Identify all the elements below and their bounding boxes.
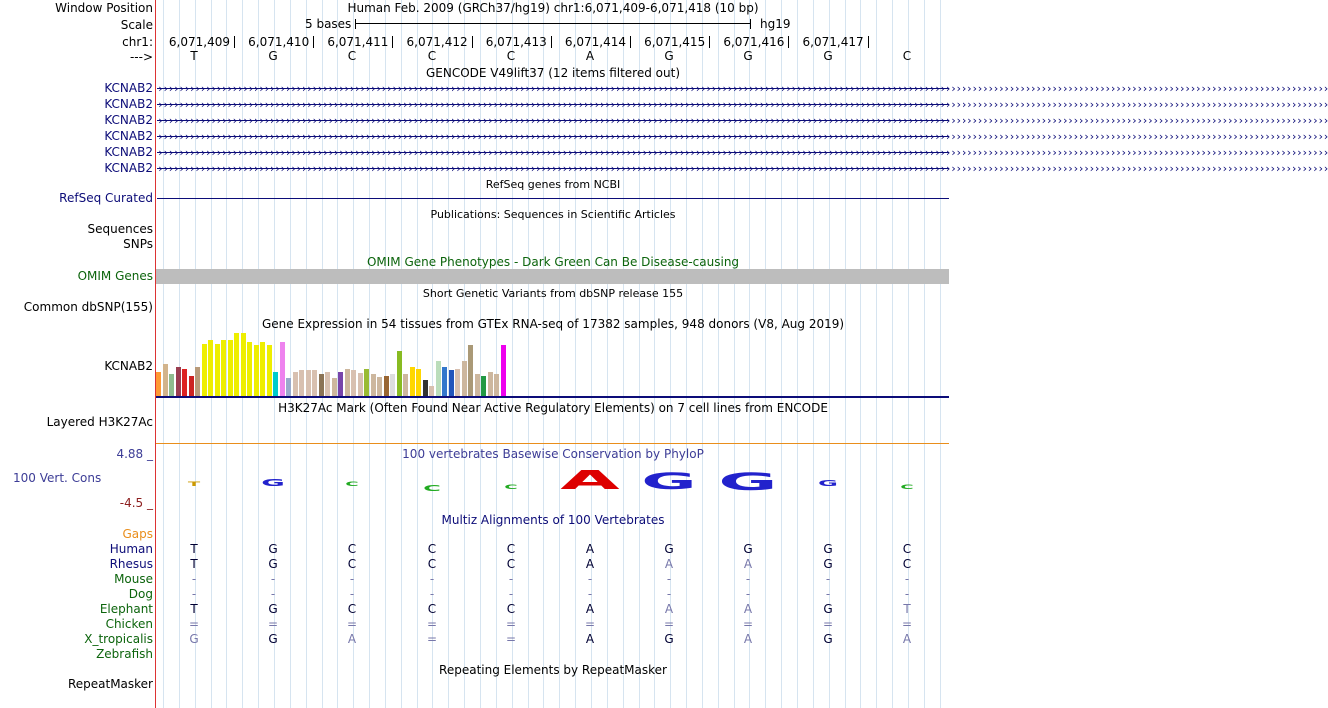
multiz-species-label[interactable]: Rhesus [109, 557, 153, 571]
alignment-base: = [188, 617, 200, 631]
alignment-base: A [585, 557, 595, 571]
gtex-bar-chart[interactable] [156, 332, 556, 396]
gtex-tissue-bar[interactable] [501, 345, 506, 396]
gtex-tissue-bar[interactable] [351, 370, 356, 396]
gtex-tissue-bar[interactable] [423, 380, 428, 396]
alignment-base: - [349, 572, 355, 586]
gencode-gene-label[interactable]: KCNAB2 [104, 113, 153, 127]
alignment-base: - [270, 572, 276, 586]
dbsnp-label[interactable]: Common dbSNP(155) [23, 300, 153, 314]
coord-tick [630, 36, 631, 48]
coord-tick-label: 6,071,411 [327, 35, 389, 49]
reference-base: T [190, 49, 198, 63]
alignment-base: = [663, 617, 675, 631]
coord-tick-label: 6,071,414 [564, 35, 626, 49]
phylop-logo-letter: G [817, 479, 838, 488]
coord-tick [868, 36, 869, 48]
reference-base: G [268, 49, 278, 63]
gtex-tissue-bar[interactable] [390, 374, 395, 396]
gencode-gene-line[interactable] [157, 130, 1328, 143]
alignment-base: G [268, 557, 278, 571]
phylop-logo-letter: G [718, 468, 778, 496]
gtex-tissue-bar[interactable] [358, 373, 363, 396]
alignment-base: - [825, 587, 831, 601]
publications-label[interactable]: Sequences [87, 222, 153, 236]
alignment-base: = [742, 617, 754, 631]
gencode-gene-line[interactable] [157, 82, 1328, 95]
phylop-logo-letter: T [187, 481, 201, 488]
alignment-base: G [268, 542, 278, 556]
omim-track-title[interactable]: OMIM Gene Phenotypes - Dark Green Can Be Disease-causing [366, 255, 740, 269]
refseq-track-title[interactable]: RefSeq genes from NCBI [485, 178, 621, 191]
coord-tick [234, 36, 235, 48]
gtex-tissue-bar[interactable] [416, 369, 421, 396]
gencode-gene-line[interactable] [157, 98, 1328, 111]
multiz-species-label[interactable]: Zebrafish [96, 647, 153, 661]
gtex-tissue-bar[interactable] [208, 340, 213, 396]
phylop-logo-column[interactable] [641, 469, 697, 506]
gtex-tissue-bar[interactable] [254, 345, 259, 396]
alignment-base: = [267, 617, 279, 631]
coord-tick [551, 36, 552, 48]
phylop-logo-column[interactable] [174, 470, 214, 506]
strand-arrows: ›››››››››››››››››››››››››››››››››››››››››››››››››››››››››››››››››››››››››››››››››››››››››››››››››››››››››››››››››››››››››››››››››››››››››››››››››››››››››››››››››››››››››››››››››››››››››››››››››››››››››››››››››››››››››››› [157, 82, 1328, 95]
coord-tick-label: 6,071,412 [406, 35, 468, 49]
multiz-track-title[interactable]: Multiz Alignments of 100 Vertebrates [441, 513, 665, 527]
reference-base: A [585, 49, 595, 63]
gtex-tissue-bar[interactable] [299, 370, 304, 396]
scale-bar-text: 5 bases [305, 17, 352, 31]
gtex-tissue-bar[interactable] [442, 367, 447, 396]
alignment-base: G [268, 632, 278, 646]
coord-tick [313, 36, 314, 48]
gtex-tissue-bar[interactable] [195, 367, 200, 396]
alignment-base: = [346, 617, 358, 631]
alignment-base: C [902, 542, 912, 556]
coord-tick [392, 36, 393, 48]
alignment-base: C [506, 542, 516, 556]
gtex-tissue-bar[interactable] [377, 377, 382, 396]
alignment-base: = [505, 632, 517, 646]
alignment-base: G [664, 542, 674, 556]
alignment-base: - [587, 572, 593, 586]
phylop-logo-letter: C [422, 484, 441, 493]
multiz-species-label[interactable]: Chicken [105, 617, 153, 631]
phylop-logo-column[interactable] [718, 468, 778, 506]
gtex-tissue-bar[interactable] [384, 376, 389, 396]
coord-tick-label: 6,071,413 [485, 35, 547, 49]
phylop-logo-column[interactable] [560, 466, 620, 506]
phylop-track-title[interactable]: 100 vertebrates Basewise Conservation by PhyloP [402, 447, 704, 461]
gtex-tissue-bar[interactable] [234, 333, 239, 396]
alignment-base: A [743, 557, 753, 571]
gencode-gene-label[interactable]: KCNAB2 [104, 161, 153, 175]
gtex-tissue-bar[interactable] [280, 342, 285, 396]
reference-base: C [427, 49, 437, 63]
strand-arrows: ›››››››››››››››››››››››››››››››››››››››››››››››››››››››››››››››››››››››››››››››››››››››››››››››››››››››››››››››››››››››››››››››››››››››››››››››››››››››››››››››››››››››››››››››››››››››››››››››››››››››››››››››››››››››››››› [157, 146, 1328, 159]
alignment-base: = [822, 617, 834, 631]
gencode-gene-label[interactable]: KCNAB2 [104, 129, 153, 143]
gtex-tissue-bar[interactable] [312, 370, 317, 396]
alignment-base: - [666, 587, 672, 601]
alignment-base: - [508, 572, 514, 586]
repeatmasker-label[interactable]: RepeatMasker [67, 677, 153, 691]
gtex-tissue-bar[interactable] [371, 374, 376, 396]
phylop-logo-column[interactable] [253, 470, 293, 506]
alignment-base: G [823, 542, 833, 556]
alignment-base: T [903, 602, 911, 616]
gtex-tissue-bar[interactable] [163, 364, 168, 396]
coord-tick [709, 36, 710, 48]
gtex-tissue-bar[interactable] [462, 361, 467, 396]
gtex-tissue-bar[interactable] [267, 345, 272, 396]
scale-assembly: hg19 [760, 17, 791, 31]
gtex-tissue-bar[interactable] [260, 342, 265, 396]
gtex-tissue-bar[interactable] [325, 372, 330, 396]
alignment-base: - [745, 572, 751, 586]
alignment-base: G [664, 632, 674, 646]
gencode-gene-label[interactable]: KCNAB2 [104, 81, 153, 95]
gtex-tissue-bar[interactable] [436, 361, 441, 396]
alignment-base: C [506, 557, 516, 571]
multiz-species-label[interactable]: X_tropicalis [84, 632, 153, 646]
alignment-base: - [745, 587, 751, 601]
gtex-tissue-bar[interactable] [228, 340, 233, 396]
strand-arrows: ›››››››››››››››››››››››››››››››››››››››››››››››››››››››››››››››››››››››››››››››››››››››››››››››››››››››››››››››››››››››››››››››››››››››››››››››››››››››››››››››››››››››››››››››››››››››››››››››››››››››››››››››››››››››››››› [157, 162, 1328, 175]
alignment-base: - [666, 572, 672, 586]
alignment-base: G [823, 557, 833, 571]
coord-tick-label: 6,071,415 [644, 35, 706, 49]
gtex-tissue-bar[interactable] [189, 376, 194, 396]
phylop-logo-column[interactable] [887, 470, 927, 506]
alignment-base: - [429, 572, 435, 586]
scale-bar [355, 19, 751, 29]
gtex-label[interactable]: KCNAB2 [104, 359, 153, 373]
multiz-species-label[interactable]: Human [109, 542, 153, 556]
coord-tick-label: 6,071,416 [723, 35, 785, 49]
reference-base: G [823, 49, 833, 63]
gtex-baseline [156, 396, 949, 398]
alignment-base: - [191, 572, 197, 586]
gencode-gene-line[interactable] [157, 146, 1328, 159]
phylop-logo-column[interactable] [491, 470, 531, 506]
gtex-tissue-bar[interactable] [364, 369, 369, 396]
alignment-base: G [189, 632, 199, 646]
gtex-tissue-bar[interactable] [319, 374, 324, 396]
publications-track-title[interactable]: Publications: Sequences in Scientific Articles [430, 208, 676, 221]
gtex-tissue-bar[interactable] [429, 386, 434, 396]
gtex-tissue-bar[interactable] [410, 367, 415, 396]
gtex-tissue-bar[interactable] [293, 372, 298, 396]
gencode-gene-line[interactable] [157, 162, 1328, 175]
alignment-base: = [901, 617, 913, 631]
gtex-tissue-bar[interactable] [221, 340, 226, 396]
coord-tick [472, 36, 473, 48]
gencode-gene-label[interactable]: KCNAB2 [104, 97, 153, 111]
alignment-base: A [585, 602, 595, 616]
alignment-base: T [190, 557, 198, 571]
gtex-tissue-bar[interactable] [488, 372, 493, 396]
alignment-base: C [347, 557, 357, 571]
phylop-min-label: -4.5 _ [119, 496, 153, 510]
alignment-base: A [664, 602, 674, 616]
gtex-tissue-bar[interactable] [176, 367, 181, 396]
phylop-sequence-logo[interactable] [156, 466, 949, 506]
alignment-base: G [823, 632, 833, 646]
gtex-tissue-bar[interactable] [169, 374, 174, 396]
phylop-max-label: 4.88 _ [116, 447, 153, 461]
alignment-base: A [743, 602, 753, 616]
multiz-species-label[interactable]: Dog [128, 587, 153, 601]
alignment-base: - [508, 587, 514, 601]
alignment-base: A [347, 632, 357, 646]
refseq-label[interactable]: RefSeq Curated [59, 191, 153, 205]
alignment-base: - [429, 587, 435, 601]
strand-label: ---> [129, 50, 153, 64]
gtex-tissue-bar[interactable] [494, 374, 499, 396]
coord-tick [788, 36, 789, 48]
alignment-base: G [268, 602, 278, 616]
alignment-base: C [347, 602, 357, 616]
alignment-base: - [270, 587, 276, 601]
scale-label: Scale [120, 18, 153, 32]
reference-base: G [664, 49, 674, 63]
gtex-tissue-bar[interactable] [481, 376, 486, 396]
alignment-base: - [191, 587, 197, 601]
chrom-label: chr1: [122, 35, 153, 49]
alignment-base: C [347, 542, 357, 556]
alignment-base: G [743, 542, 753, 556]
gtex-tissue-bar[interactable] [455, 369, 460, 396]
gtex-tissue-bar[interactable] [345, 369, 350, 396]
gtex-tissue-bar[interactable] [332, 378, 337, 396]
alignment-base: - [349, 587, 355, 601]
coord-tick-label: 6,071,410 [248, 35, 310, 49]
phylop-logo-letter: C [900, 484, 914, 491]
dbsnp-track-title[interactable]: Short Genetic Variants from dbSNP release 155 [422, 287, 684, 300]
gtex-track-title[interactable]: Gene Expression in 54 tissues from GTEx RNA-seq of 17382 samples, 948 donors (V8, Aug 2019) [261, 317, 845, 331]
gtex-tissue-bar[interactable] [286, 378, 291, 396]
h3k27ac-track-title[interactable]: H3K27Ac Mark (Often Found Near Active Regulatory Elements) on 7 cell lines from ENCODE [278, 401, 828, 415]
gencode-gene-line[interactable] [157, 114, 1328, 127]
alignment-base: T [190, 602, 198, 616]
gtex-tissue-bar[interactable] [397, 351, 402, 396]
phylop-logo-column[interactable] [412, 470, 452, 506]
multiz-species-label[interactable]: Mouse [114, 572, 153, 586]
alignment-base: A [902, 632, 912, 646]
gaps-label: Gaps [122, 527, 153, 541]
alignment-base: = [584, 617, 596, 631]
gtex-tissue-bar[interactable] [215, 344, 220, 396]
phylop-logo-column[interactable] [808, 470, 848, 506]
multiz-species-label[interactable]: Elephant [99, 602, 153, 616]
alignment-base: C [902, 557, 912, 571]
alignment-base: - [587, 587, 593, 601]
gtex-tissue-bar[interactable] [182, 369, 187, 396]
window-position-label: Window Position [55, 1, 153, 15]
phylop-logo-letter: C [345, 481, 359, 488]
gtex-tissue-bar[interactable] [403, 374, 408, 396]
phylop-logo-letter: G [261, 478, 285, 489]
phylop-logo-letter: G [641, 469, 697, 495]
coord-tick-label: 6,071,409 [168, 35, 230, 49]
reference-base: C [506, 49, 516, 63]
phylop-logo-letter: C [504, 484, 518, 491]
alignment-base: A [585, 632, 595, 646]
gtex-tissue-bar[interactable] [449, 370, 454, 396]
gtex-tissue-bar[interactable] [338, 372, 343, 396]
phylop-label[interactable]: 100 Vert. Cons [13, 471, 102, 485]
omim-feature-bar[interactable] [156, 269, 949, 284]
alignment-base: = [426, 617, 438, 631]
alignment-base: C [506, 602, 516, 616]
alignment-base: A [664, 557, 674, 571]
gencode-track-title[interactable]: GENCODE V49lift37 (12 items filtered out) [425, 66, 680, 80]
gtex-tissue-bar[interactable] [306, 370, 311, 396]
alignment-base: G [823, 602, 833, 616]
gtex-tissue-bar[interactable] [202, 344, 207, 396]
reference-base: G [743, 49, 753, 63]
reference-base: C [347, 49, 357, 63]
gtex-tissue-bar[interactable] [241, 333, 246, 396]
alignment-base: C [427, 602, 437, 616]
omim-label[interactable]: OMIM Genes [77, 269, 153, 283]
snps-label[interactable]: SNPs [123, 237, 153, 251]
alignment-base: C [427, 542, 437, 556]
h3k27ac-signal-line [156, 443, 949, 444]
repeatmasker-track-title[interactable]: Repeating Elements by RepeatMasker [439, 663, 667, 677]
strand-arrows: ›››››››››››››››››››››››››››››››››››››››››››››››››››››››››››››››››››››››››››››››››››››››››››››››››››››››››››››››››››››››››››››››››››››››››››››››››››››››››››››››››››››››››››››››››››››››››››››››››››››››››››››››››››››››››››› [157, 98, 1328, 111]
strand-arrows: ›››››››››››››››››››››››››››››››››››››››››››››››››››››››››››››››››››››››››››››››››››››››››››››››››››››››››››››››››››››››››››››››››››››››››››››››››››››››››››››››››››››››››››››››››››››››››››››››››››››››››››››››››››››››››››› [157, 130, 1328, 143]
gtex-tissue-bar[interactable] [273, 372, 278, 396]
alignment-base: - [904, 572, 910, 586]
gtex-tissue-bar[interactable] [156, 372, 161, 396]
alignment-base: A [743, 632, 753, 646]
gtex-tissue-bar[interactable] [475, 374, 480, 396]
refseq-gene-line[interactable] [157, 198, 949, 199]
reference-base: C [902, 49, 912, 63]
assembly-position-text: Human Feb. 2009 (GRCh37/hg19) chr1:6,071,409-6,071,418 (10 bp) [347, 1, 759, 15]
alignment-base: - [904, 587, 910, 601]
alignment-base: - [825, 572, 831, 586]
coord-tick-label: 6,071,417 [802, 35, 864, 49]
gtex-tissue-bar[interactable] [468, 345, 473, 396]
alignment-base: C [427, 557, 437, 571]
phylop-logo-letter: A [560, 466, 620, 496]
gtex-tissue-bar[interactable] [247, 342, 252, 396]
phylop-logo-column[interactable] [332, 470, 372, 506]
alignment-base: T [190, 542, 198, 556]
h3k27ac-label[interactable]: Layered H3K27Ac [46, 415, 153, 429]
alignment-base: = [426, 632, 438, 646]
alignment-base: A [585, 542, 595, 556]
strand-arrows: ›››››››››››››››››››››››››››››››››››››››››››››››››››››››››››››››››››››››››››››››››››››››››››››››››››››››››››››››››››››››››››››››››››››››››››››››››››››››››››››››››››››››››››››››››››››››››››››››››››››››››››››››››››››››››››› [157, 114, 1328, 127]
alignment-base: = [505, 617, 517, 631]
gencode-gene-label[interactable]: KCNAB2 [104, 145, 153, 159]
